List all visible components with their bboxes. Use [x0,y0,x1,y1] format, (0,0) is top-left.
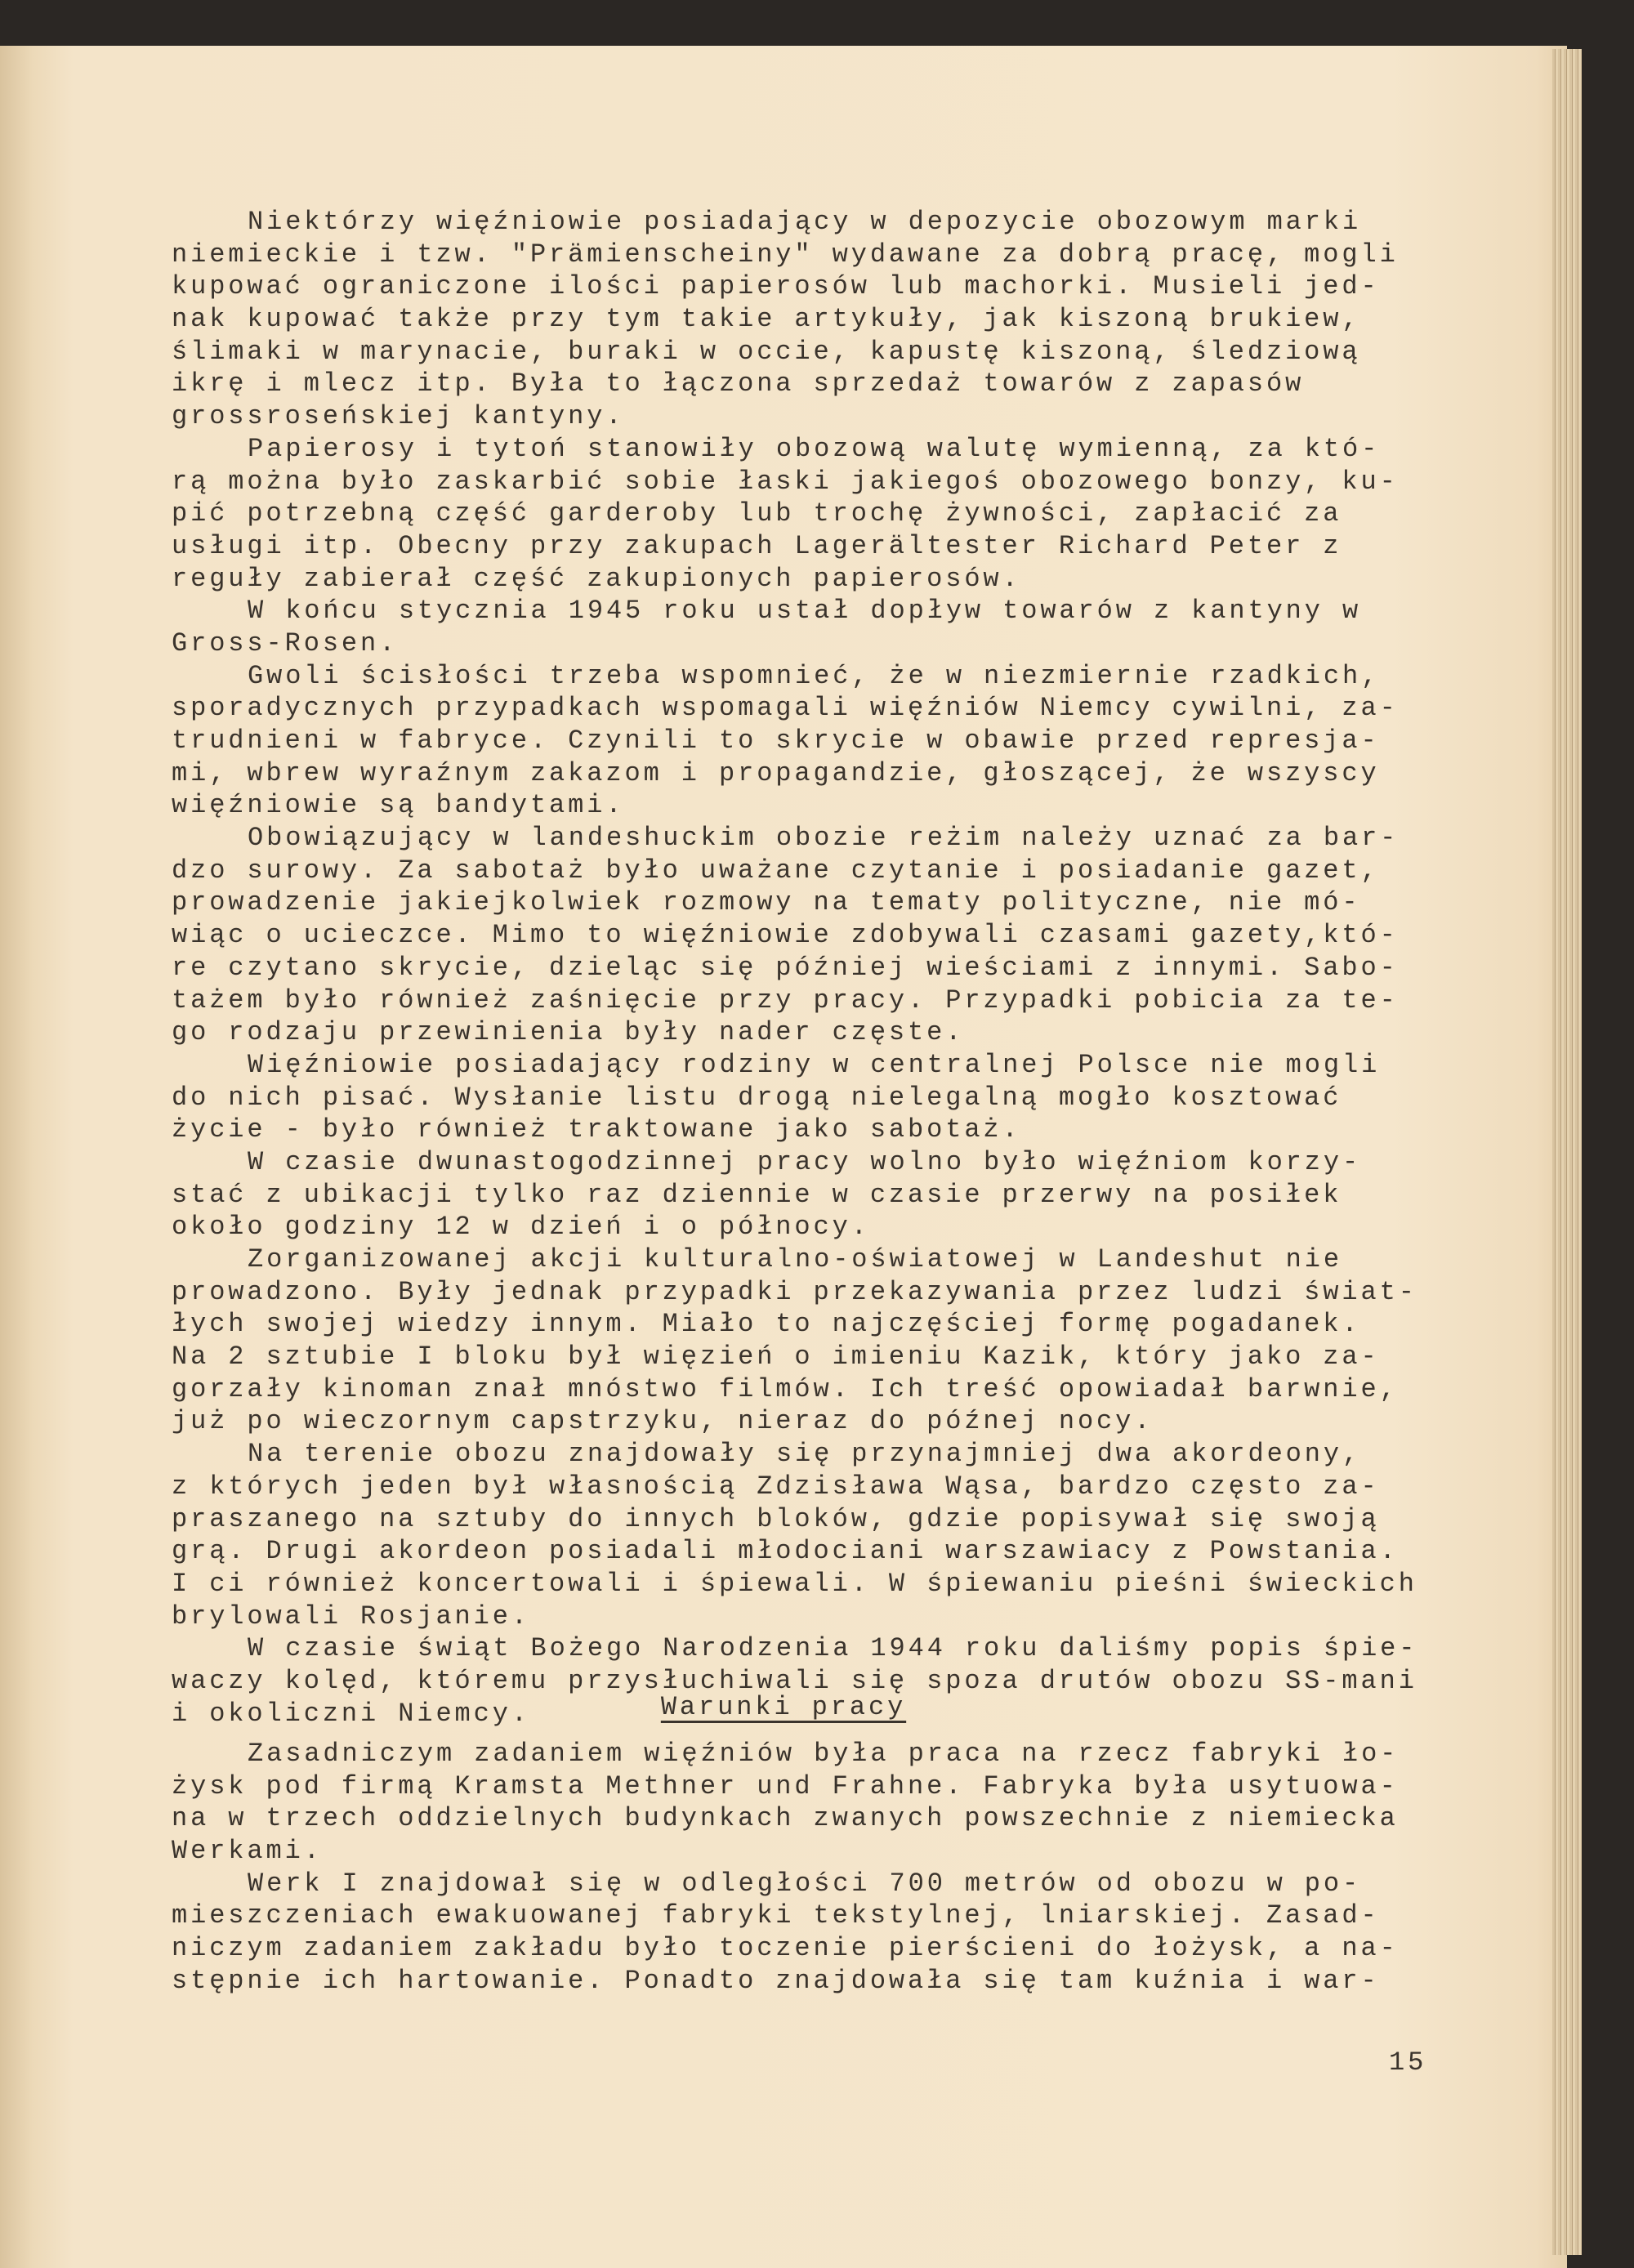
body-text-section-2 [172,1738,1399,1998]
paragraph-3-line: Gwoli ścisłości trzeba wspomnieć, że w niezmiernie rzadkich, [248,660,1381,691]
paragraph-8-line: I ci również koncertowali i śpiewali. W śpiewaniu pieśni świeckich [172,1568,1417,1599]
paragraph-5-line: do nich pisać. Wysłanie listu drogą nielegalną mogło kosztować [172,1082,1342,1113]
paragraph-7-line: Zorganizowanej akcji kulturalno-oświatowej w Landeshut nie [248,1244,1342,1275]
paragraph-6-line: stać z ubikacji tylko raz dziennie w czasie przerwy na posiłek [172,1179,1342,1210]
paragraph-7-line: gorzały kinoman znał mnóstwo filmów. Ich treść opowiadał barwnie, [172,1373,1399,1404]
paragraph-1-line: stępnie ich hartowanie. Ponadto znajdowała się tam kuźnia i war- [172,1965,1380,1996]
paragraph-4-line: tażem było również zaśnięcie przy pracy. Przypadki pobicia za te- [172,984,1399,1016]
paragraph-0-line: na w trzech oddzielnych budynkach zwanych powszechnie z niemiecka [172,1803,1399,1834]
paragraph-8-line: Na terenie obozu znajdowały się przynajmniej dwa akordeony, [248,1439,1362,1470]
paragraph-1-line: Werk I znajdował się w odległości 700 metrów od obozu w po- [248,1868,1362,1899]
paragraph-0-line: nak kupować także przy tym takie artykuły, jak kiszoną brukiew, [172,304,1361,335]
paragraph-9-line: W czasie świąt Bożego Narodzenia 1944 roku daliśmy popis śpie- [248,1633,1418,1664]
paragraph-9-line: i okoliczni Niemcy. [172,1698,530,1729]
paragraph-3-line: mi, wbrew wyraźnym zakazom i propagandzie, głoszącej, że wszyscy [172,757,1380,788]
paragraph-8-line: brylowali Rosjanie. [172,1601,530,1632]
paragraph-0-line: grossroseńskiej kantyny. [172,401,625,432]
paragraph-4-line: prowadzenie jakiejkolwiek rozmowy na tematy polityczne, nie mó- [172,887,1361,918]
paragraph-4-line: re czytano skrycie, dzieląc się później wieściami z innymi. Sabo- [172,952,1399,983]
paragraph-3-line: sporadycznych przypadkach wspomagali więźniów Niemcy cywilni, za- [172,693,1399,724]
paragraph-4-line: Obowiązujący w landeshuckim obozie reżim należy uznać za bar- [248,823,1400,854]
paragraph-0-line: kupować ograniczone ilości papierosów lub machorki. Musieli jed- [172,271,1380,302]
paragraph-4-line: go rodzaju przewinienia były nader częste. [172,1017,965,1048]
page-stack-edge [1552,49,1582,2255]
paragraph-0-line: ikrę i mlecz itp. Była to łączona sprzedaż towarów z zapasów [172,368,1305,400]
paragraph-6-line: około godziny 12 w dzień i o północy. [172,1212,870,1243]
section-heading-text: Warunki pracy [660,1692,907,1722]
paragraph-0-line: Werkami. [172,1836,323,1867]
body-text-section-1 [172,206,1417,1730]
paragraph-0-line: ślimaki w marynacie, buraki w occie, kapustę kiszoną, śledziową [172,336,1361,367]
paragraph-1-line: usługi itp. Obecny przy zakupach Lagerältester Richard Peter z [172,530,1342,561]
paragraph-8-line: grą. Drugi akordeon posiadali młodociani warszawiacy z Powstania. [172,1536,1399,1567]
paragraph-9-line: waczy kolęd, któremu przysłuchiwali się spoza drutów obozu SS-mani [172,1665,1417,1696]
paragraph-1-line: mieszczeniach ewakuowanej fabryki tekstylnej, lniarskiej. Zasad- [172,1900,1380,1931]
paragraph-3-line: trudnieni w fabryce. Czynili to skrycie w obawie przed represja- [172,725,1380,756]
paragraph-1-line: niczym zadaniem zakładu było toczenie pierścieni do łożysk, a na- [172,1933,1399,1964]
paragraph-5-line: Więźniowie posiadający rodziny w centralnej Polsce nie mogli [248,1049,1381,1080]
paragraph-2-line: Gross-Rosen. [172,627,399,659]
paragraph-6-line: W czasie dwunastogodzinnej pracy wolno było więźniom korzy- [248,1146,1362,1177]
paragraph-7-line: już po wieczornym capstrzyku, nieraz do późnej nocy. [172,1406,1154,1437]
paragraph-5-line: życie - było również traktowane jako sabotaż. [172,1114,1021,1145]
paragraph-1-line: Papierosy i tytoń stanowiły obozową walutę wymienną, za któ- [248,433,1381,464]
paragraph-7-line: łych swojej wiedzy innym. Miało to najczęściej formę pogadanek. [172,1309,1361,1340]
paragraph-1-line: rą można było zaskarbić sobie łaski jakiegoś obozowego bonzy, ku- [172,466,1399,497]
page-number: 15 [1389,2047,1427,2078]
paragraph-7-line: Na 2 sztubie I bloku był więzień o imieniu Kazik, który jako za- [172,1342,1380,1373]
paragraph-0-line: niemieckie i tzw. "Prämienscheiny" wydawane za dobrą pracę, mogli [172,239,1399,270]
section-heading [0,1692,1567,1722]
paragraph-4-line: wiąc o ucieczce. Mimo to więźniowie zdobywali czasami gazety,któ- [172,920,1399,951]
paragraph-0-line: Niektórzy więźniowie posiadający w depozycie obozowym marki [248,207,1362,237]
paragraph-4-line: dzo surowy. Za sabotaż było uważane czytanie i posiadanie gazet, [172,855,1380,886]
paragraph-1-line: reguły zabierał część zakupionych papierosów. [172,563,1021,594]
paragraph-8-line: praszanego na sztuby do innych bloków, gdzie popisywał się swoją [172,1503,1380,1534]
paragraph-0-line: żysk pod firmą Kramsta Methner und Frahne. Fabryka była usytuowa- [172,1770,1399,1801]
paragraph-8-line: z których jeden był własnością Zdzisława Wąsa, bardzo często za- [172,1471,1380,1502]
paragraph-7-line: prowadzono. Były jednak przypadki przekazywania przez ludzi świat- [172,1276,1417,1307]
paragraph-0-line: Zasadniczym zadaniem więźniów była praca na rzecz fabryki ło- [248,1739,1400,1769]
paragraph-3-line: więźniowie są bandytami. [172,790,625,821]
paragraph-1-line: pić potrzebną część garderoby lub trochę żywności, zapłacić za [172,498,1342,529]
paragraph-2-line: W końcu stycznia 1945 roku ustał dopływ towarów z kantyny w [248,596,1362,627]
